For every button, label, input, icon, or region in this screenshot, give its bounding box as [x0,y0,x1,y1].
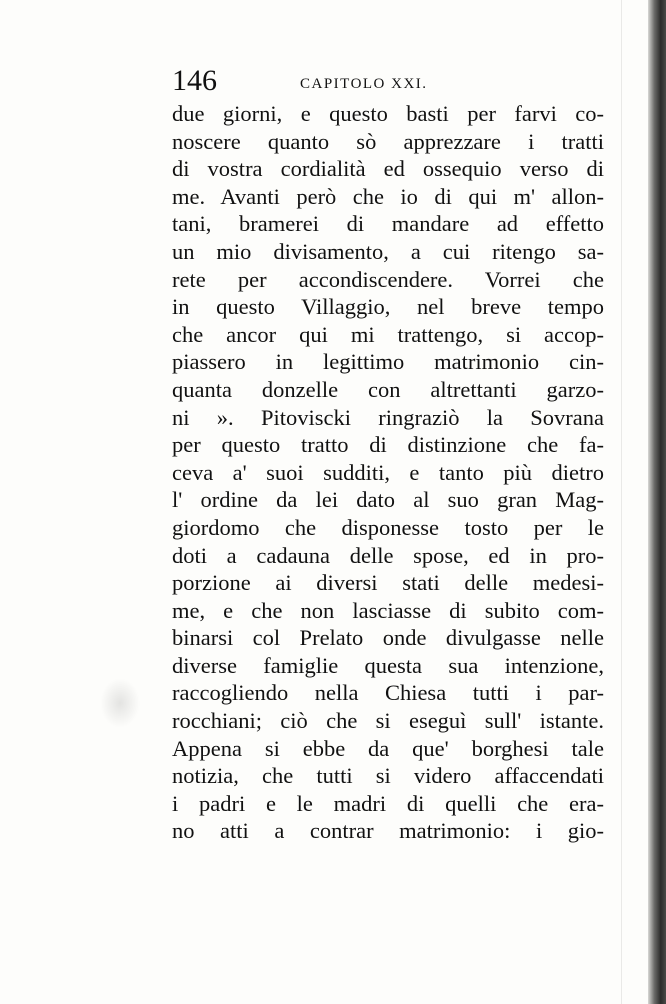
text-line: l' ordine da lei dato al suo gran Mag- [172,487,604,513]
text-line: piassero in legittimo matrimonio cin- [172,349,604,375]
scan-edge-strip [648,0,666,1004]
text-line: tani, bramerei di mandare ad effetto [172,211,604,237]
text-line: diverse famiglie questa sua intenzione, [172,652,604,678]
text-line: me, e che non lasciasse di subito com- [172,597,604,623]
text-line: giordomo che disponesse tosto per le [172,514,604,540]
text-line: raccogliendo nella Chiesa tutti i par- [172,680,604,706]
text-line: noscere quanto sò apprezzare i tratti [172,128,604,154]
text-line: che ancor qui mi trattengo, si accop- [172,321,604,347]
text-line: rete per accondiscendere. Vorrei che [172,266,604,292]
text-line: doti a cadauna delle spose, ed in pro- [172,542,604,568]
running-title: CAPITOLO XXI. [300,76,428,92]
page-header [172,64,612,104]
text-line: un mio divisamento, a cui ritengo sa- [172,238,604,264]
body-text [172,100,604,845]
text-line: in questo Villaggio, nel breve tempo [172,294,604,320]
text-line: ceva a' suoi sudditi, e tanto più dietro [172,459,604,485]
text-line: per questo tratto di distinzione che fa- [172,432,604,458]
page-fold-line [621,0,622,1004]
text-line: ni ». Pitoviscki ringraziò la Sovrana [172,404,604,430]
text-line: notizia, che tutti si videro affaccendati [172,763,604,789]
text-line: Appena si ebbe da que' borghesi tale [172,735,604,761]
text-line: binarsi col Prelato onde divulgasse nelle [172,625,604,651]
text-line: i padri e le madri di quelli che era- [172,790,604,816]
text-line: me. Avanti però che io di qui m' allon- [172,183,604,209]
text-line: no atti a contrar matrimonio: i gio- [172,818,604,844]
text-line: quanta donzelle con altrettanti garzo- [172,376,604,402]
ink-show-through [100,678,140,728]
text-line: porzione ai diversi stati delle medesi- [172,570,604,596]
page-number: 146 [172,64,217,97]
text-line: due giorni, e questo basti per farvi co- [172,101,604,126]
text-line: di vostra cordialità ed ossequio verso di [172,156,604,182]
text-line: rocchiani; ciò che si eseguì sull' istante. [172,708,604,734]
